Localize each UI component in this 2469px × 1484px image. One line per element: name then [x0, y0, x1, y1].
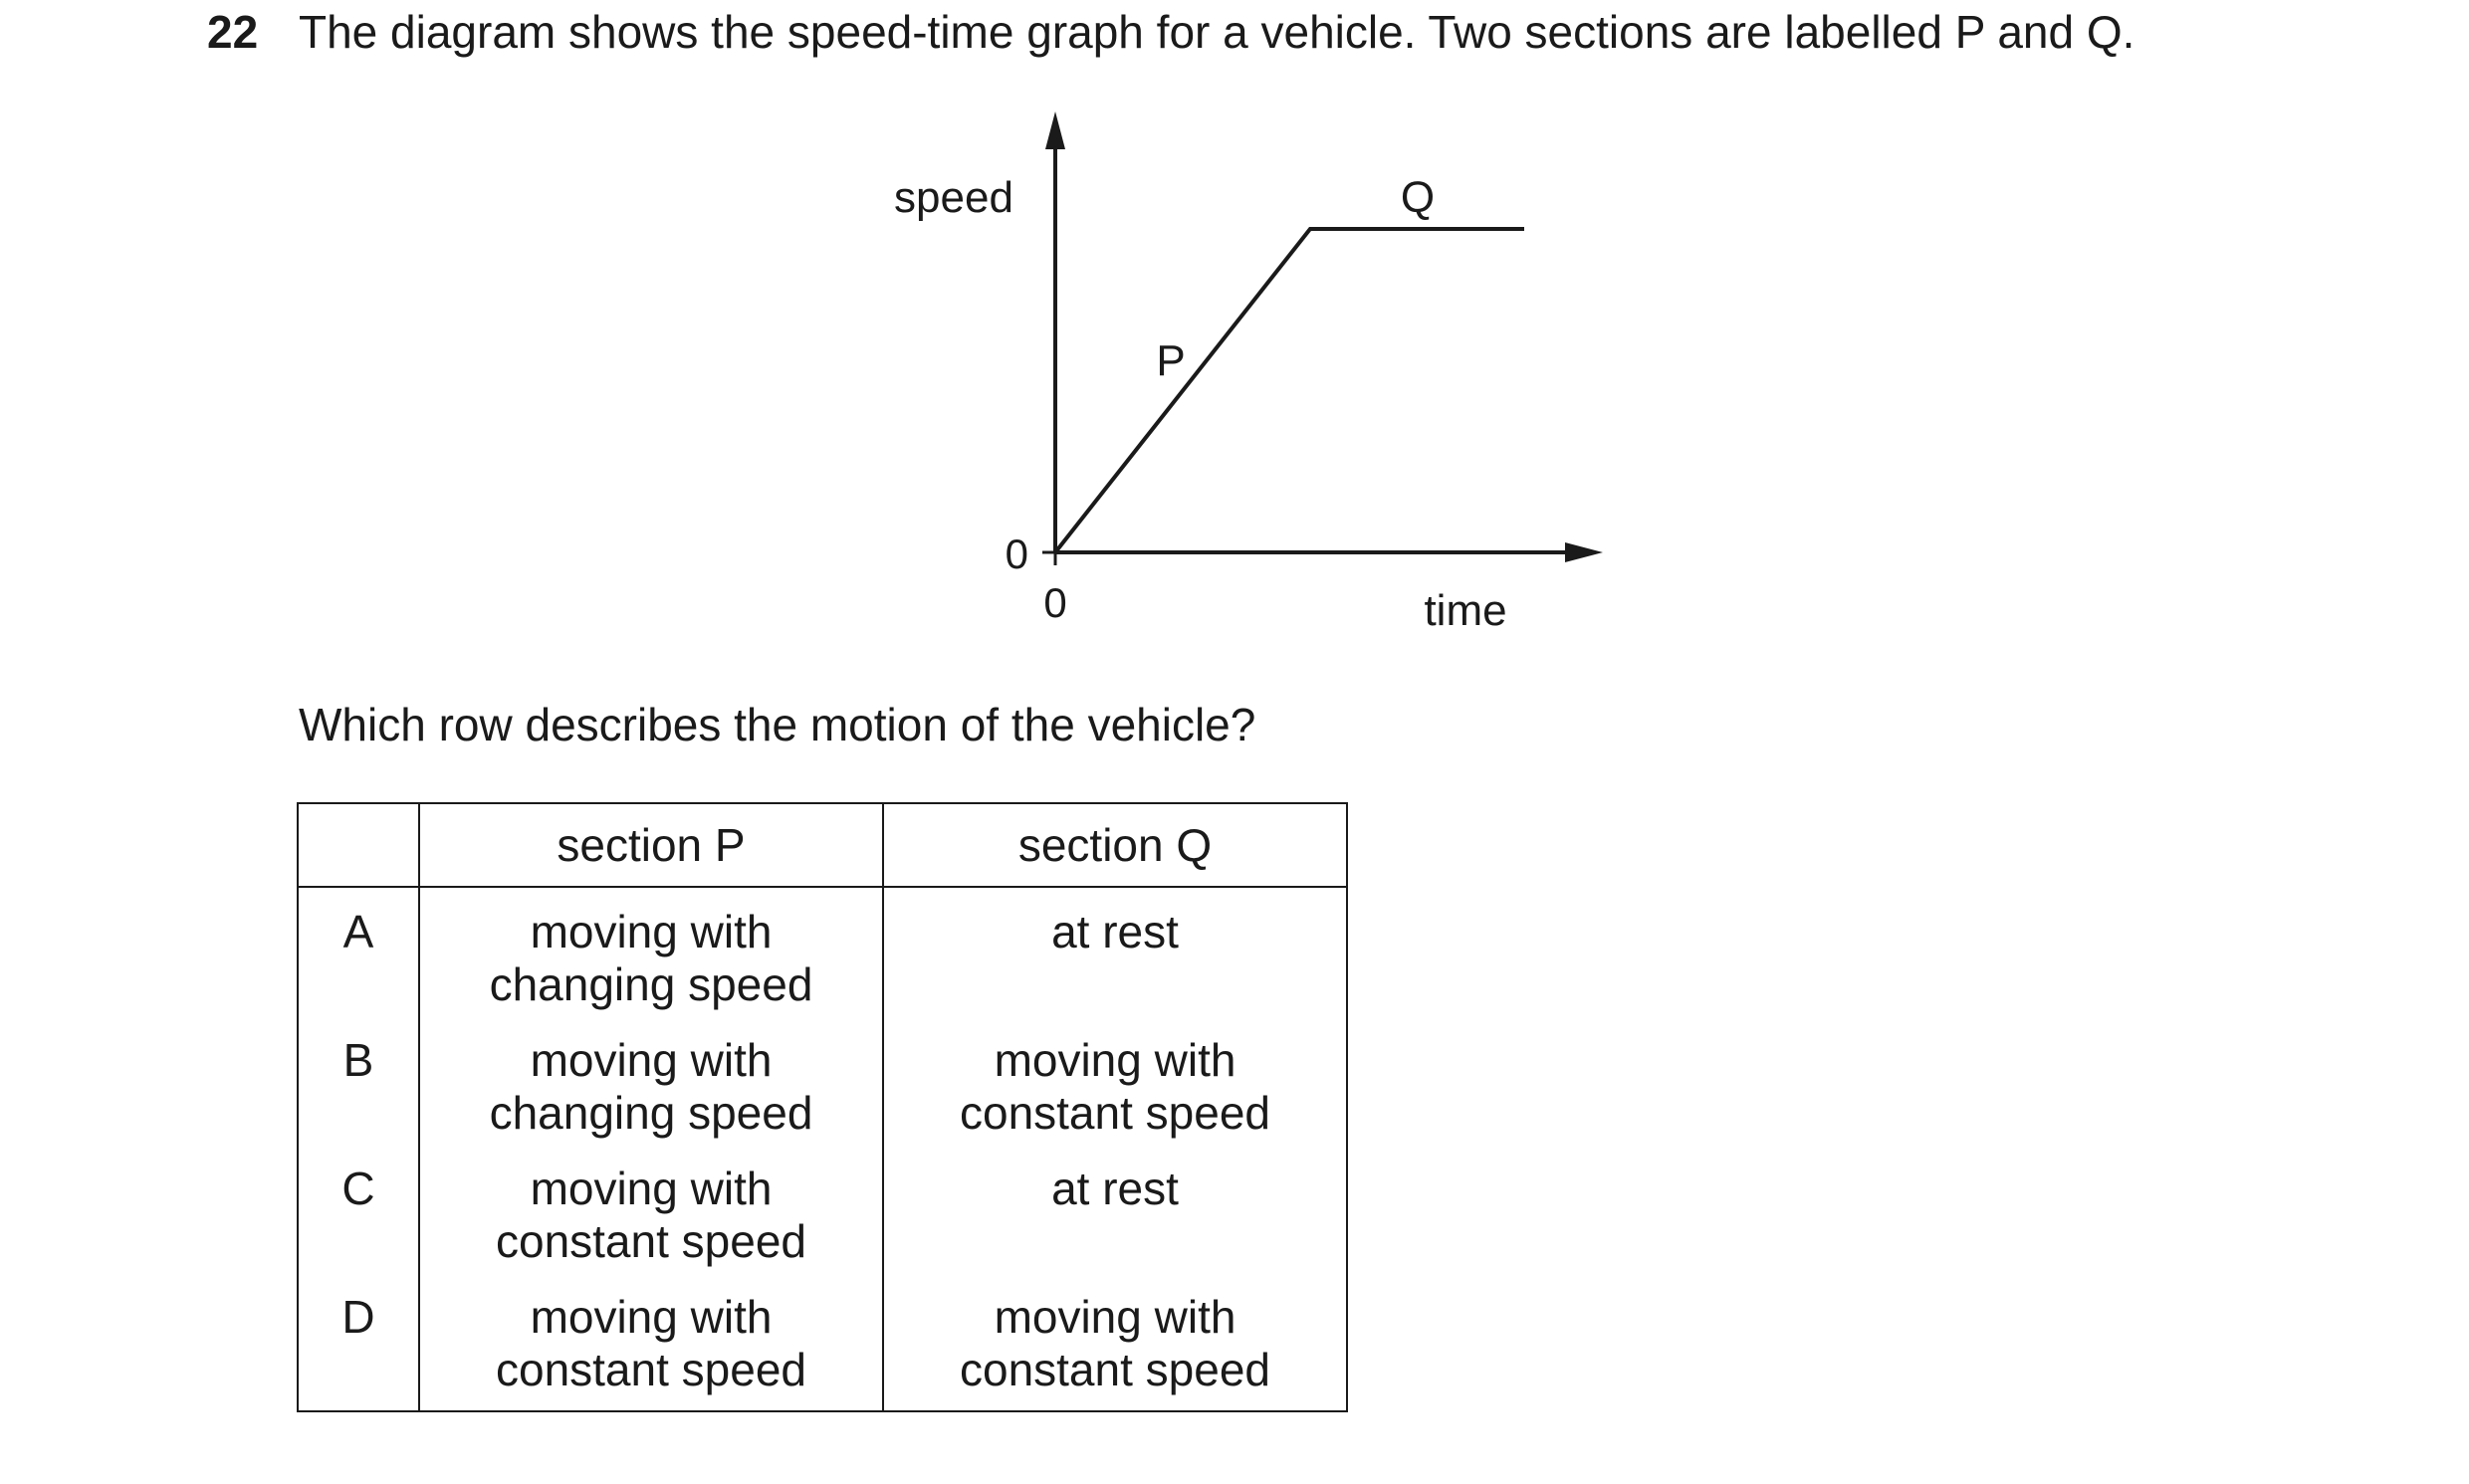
header-section-q: section Q [883, 803, 1347, 887]
table-row[interactable] [298, 1163, 1347, 1291]
section-q-cell [883, 1291, 1347, 1411]
cell-text-line: at rest [1051, 1163, 1179, 1214]
table-row[interactable] [298, 887, 1347, 1034]
section-q-cell [883, 887, 1347, 1034]
cell-text-line: moving with [994, 1291, 1236, 1343]
y-axis-label: speed [894, 173, 1013, 222]
table-row[interactable] [298, 1034, 1347, 1163]
section-p-cell [419, 1291, 883, 1411]
section-q-cell [883, 1034, 1347, 1163]
y-axis-arrowhead [1045, 111, 1065, 149]
origin-x-label: 0 [1043, 579, 1067, 626]
speed-time-line [1055, 229, 1524, 552]
row-letter: B [298, 1034, 419, 1163]
origin-y-label: 0 [1005, 530, 1028, 577]
cell-text-line: changing speed [489, 1087, 813, 1139]
table-row[interactable] [298, 1291, 1347, 1411]
question-number: 22 [207, 6, 259, 58]
row-letter: C [298, 1163, 419, 1291]
row-letter: A [298, 887, 419, 1034]
cell-text-line: constant speed [495, 1344, 806, 1395]
table-header-row [298, 803, 1347, 887]
question-stem: The diagram shows the speed-time graph for a vehicle. Two sections are labelled P and Q. [299, 6, 2135, 58]
question-prompt: Which row describes the motion of the vehicle? [299, 699, 1256, 750]
section-p-label: P [1156, 336, 1186, 385]
answer-table [297, 802, 1348, 1412]
cell-text-line: constant speed [959, 1087, 1270, 1139]
header-letter-cell [298, 803, 419, 887]
cell-text-line: moving with [530, 1291, 773, 1343]
section-p-cell [419, 1163, 883, 1291]
section-p-cell [419, 887, 883, 1034]
row-letter: D [298, 1291, 419, 1411]
cell-text-line: moving with [530, 1163, 773, 1214]
cell-text-line: constant speed [959, 1344, 1270, 1395]
cell-text-line: moving with [530, 906, 773, 957]
section-q-label: Q [1400, 173, 1436, 222]
cell-text-line: moving with [994, 1034, 1236, 1086]
cell-text-line: changing speed [489, 958, 813, 1010]
x-axis-label: time [1424, 586, 1507, 635]
section-p-cell [419, 1034, 883, 1163]
header-section-p: section P [419, 803, 883, 887]
section-q-cell [883, 1163, 1347, 1291]
speed-time-graph [0, 0, 2469, 697]
x-axis-arrowhead [1565, 542, 1603, 562]
cell-text-line: at rest [1051, 906, 1179, 957]
cell-text-line: moving with [530, 1034, 773, 1086]
cell-text-line: constant speed [495, 1215, 806, 1267]
